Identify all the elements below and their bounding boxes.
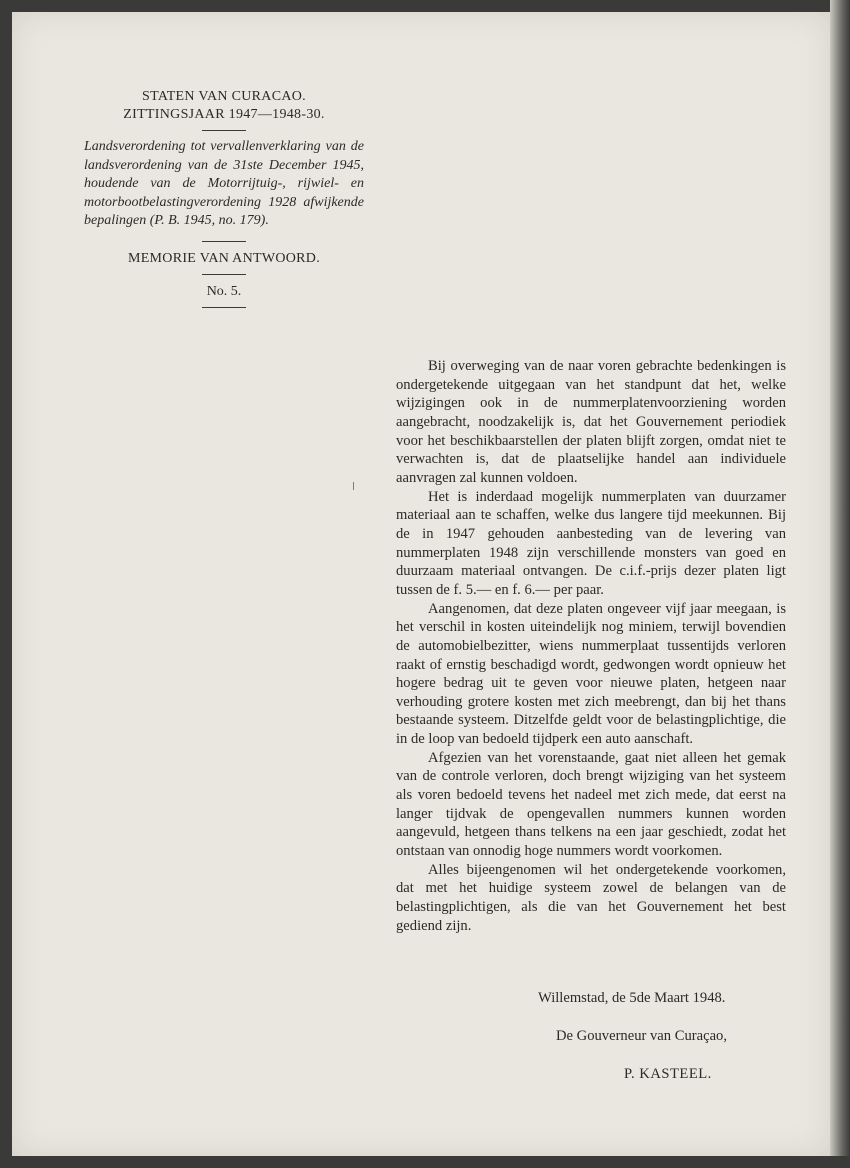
divider — [202, 130, 246, 131]
session-year: ZITTINGSJAAR 1947—1948-30. — [123, 107, 325, 122]
paper-speck — [353, 482, 354, 490]
assembly-title: STATEN VAN CURACAO. — [142, 89, 306, 104]
body-paragraph: Afgezien van het vorenstaande, gaat niet alleen het gemak van de controle verloren, doch brengt wijziging van het systeem als voren bedoeld tevens het nadeel met zich mede, dat eerst na langer tijdvak de opengevallen nummers kunnen worden aangevuld, hetgeen thans telkens na een jaar geschiedt, zodat het ontstaan van onnodig hoge nummers wordt voorkomen. — [396, 749, 786, 860]
document-type: MEMORIE VAN ANTWOORD. — [127, 250, 321, 266]
signatory-title: De Gouverneur van Curaçao, — [556, 1028, 727, 1044]
document-header — [80, 88, 368, 315]
body-paragraph: Bij overweging van de naar voren gebrachte bedenkingen is ondergetekende uitgegaan van het standpunt dat het, welke wijzigingen ook in de nummerplatenvoorziening worden aangebracht, noodzakelijk is, dat het Gouvernement periodiek voor het beschikbaarstellen der platen blijft zorgen, omdat niet te verwachten is, dat de plaatselijke handel aan individuele aanvragen zal kunnen voldoen. — [396, 358, 786, 486]
document-number: No. 5. — [206, 283, 242, 299]
divider — [202, 241, 246, 242]
body-paragraph: Alles bijeengenomen wil het ondergetekende voorkomen, dat met het huidige systeem zowel de belangen van de belastingplichtigen, als die van het Gouvernement het best gediend zijn. — [396, 861, 786, 934]
place-and-date: Willemstad, de 5de Maart 1948. — [538, 990, 726, 1006]
signatory-name: P. KASTEEL. — [624, 1066, 712, 1082]
scan-edge-bottom — [0, 1156, 850, 1168]
ordinance-subject: Landsverordening tot vervallenverklaring van de landsverordening van de 31ste December 1945, houdende van de Motorrijtuig-, rijwiel- en motorbootbelastingverordening 1928 afwijkende bepalingen (P. B. 1945, no. 179). — [84, 139, 364, 229]
body-paragraph: Het is inderdaad mogelijk nummerplaten van duurzamer materiaal aan te schaffen, welke dus langere tijd meekunnen. Bij de in 1947 gehouden aanbesteding van de levering van nummerplaten 1948 zijn verschillende monsters van goed en duurzaam materiaal ontvangen. De c.i.f.-prijs dezer platen ligt tussen de f. 5.— en f. 6.— per paar. — [396, 488, 786, 598]
divider — [202, 307, 246, 308]
body-paragraph: Aangenomen, dat deze platen ongeveer vijf jaar meegaan, is het verschil in kosten uiteindelijk nog miniem, terwijl bovendien de automobielbezitter, wiens nummerplaat tussentijds verloren raakt of ernstig beschadigd wordt, gedwongen wordt opnieuw het hogere bedrag uit te geven voor nieuwe platen, hetgeen naar verhouding grotere kosten met zich meebrengt, dan bij het thans bestaande systeem. Ditzelfde geldt voor de belastingplichtige, die in de loop van bedoeld tijdperk een auto aanschaft. — [396, 600, 786, 748]
scan-edge-right — [830, 0, 850, 1168]
memo-body — [396, 357, 786, 935]
divider — [202, 274, 246, 275]
